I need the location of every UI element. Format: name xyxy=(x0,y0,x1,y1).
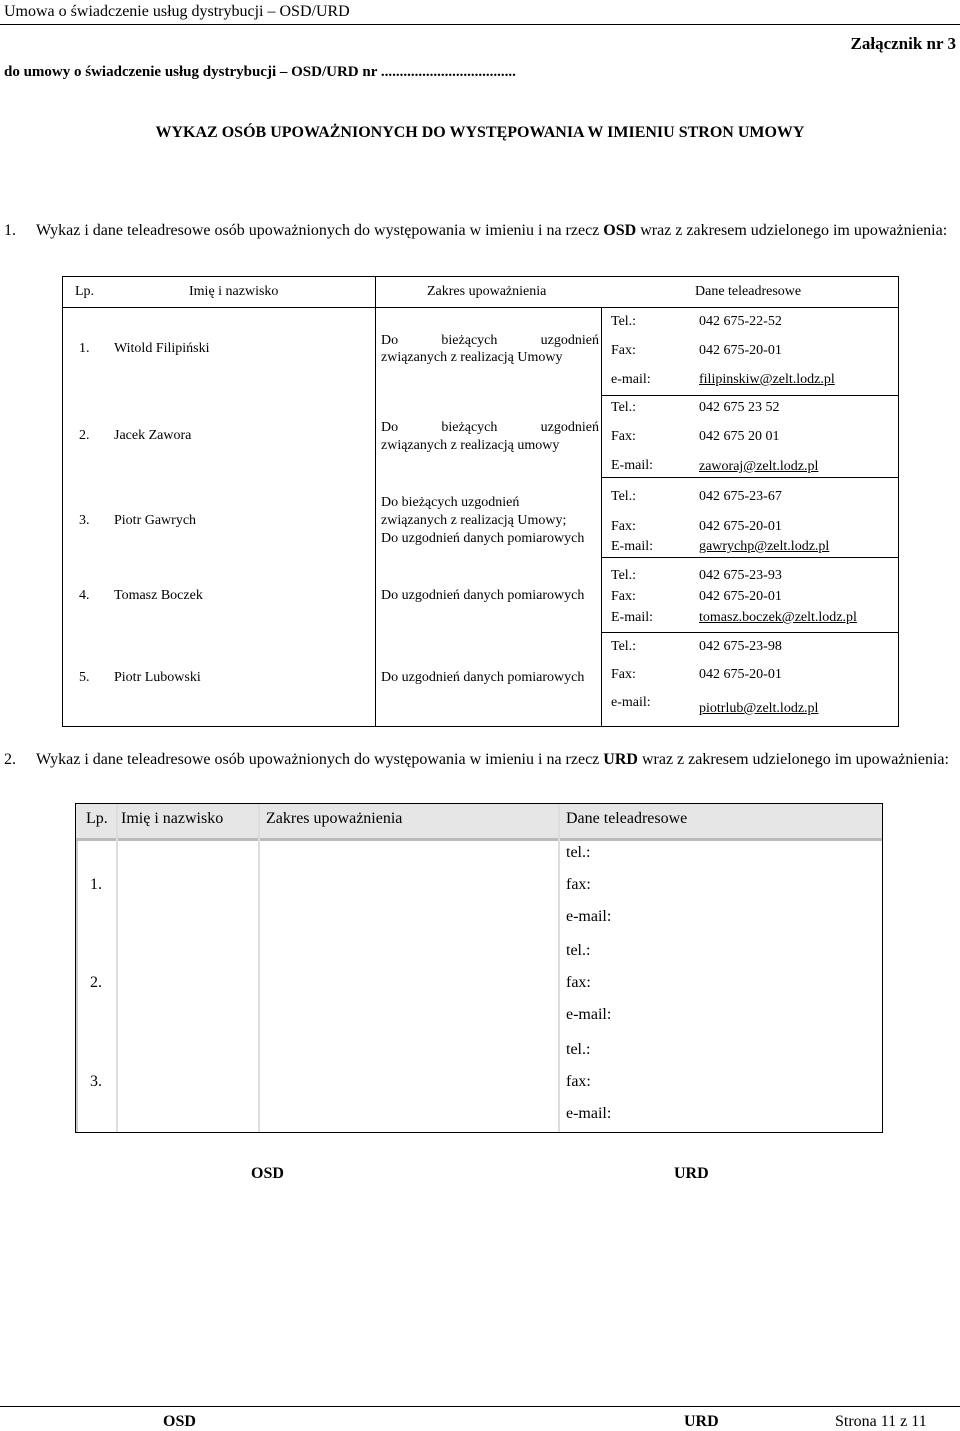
signature-osd: OSD xyxy=(251,1165,284,1182)
section1-paragraph xyxy=(4,218,956,244)
section1-text-before: Wykaz i dane teleadresowe osób upoważnionych do występowania w imieniu i na rzecz xyxy=(36,222,604,239)
table1-row5-lp: 5. xyxy=(79,670,90,685)
table1-row1-email[interactable]: filipinskiw@zelt.lodz.pl xyxy=(699,372,835,387)
table2-row2-fax-label: fax: xyxy=(566,974,591,991)
table2-col-contact: Dane teleadresowe xyxy=(566,810,688,827)
section2-text-before: Wykaz i dane teleadresowe osób upoważnionych do występowania w imieniu i na rzecz xyxy=(36,751,604,768)
table1-row3-scope-c: Do uzgodnień danych pomiarowych xyxy=(381,531,585,546)
footer-osd: OSD xyxy=(163,1413,196,1430)
table1-row1-tel: 042 675-22-52 xyxy=(699,314,782,329)
table1-row1-tel-label: Tel.: xyxy=(611,314,637,329)
table1-col-contact: Dane teleadresowe xyxy=(695,284,802,299)
page-number: Strona 11 z 11 xyxy=(835,1413,927,1430)
table1-col-scope: Zakres upoważnienia xyxy=(427,284,547,299)
table1-row5-tel-label: Tel.: xyxy=(611,639,637,654)
table1-row3-fax-label: Fax: xyxy=(611,519,636,534)
table2-col-lp: Lp. xyxy=(86,810,108,827)
table2-row1-lp: 1. xyxy=(90,876,102,893)
table1-row4-tel-label: Tel.: xyxy=(611,568,637,583)
table1-row5-name: Piotr Lubowski xyxy=(114,670,201,685)
osd-authorized-persons-table xyxy=(62,276,899,727)
table1-row4-fax: 042 675-20-01 xyxy=(699,589,782,604)
table1-row1-fax-label: Fax: xyxy=(611,343,636,358)
table2-row1-email-label: e-mail: xyxy=(566,908,612,925)
table1-divider-contact xyxy=(601,307,602,726)
table1-row5-fax: 042 675-20-01 xyxy=(699,667,782,682)
table2-header-row xyxy=(76,804,882,841)
table1-row5-scope-a: Do uzgodnień danych pomiarowych xyxy=(381,670,585,685)
table1-row1-lp: 1. xyxy=(79,341,90,356)
table1-row3-fax: 042 675-20-01 xyxy=(699,519,782,534)
document-header-title: Umowa o świadczenie usług dystrybucji – OSD/URD xyxy=(4,3,350,20)
annex-label: Załącznik nr 3 xyxy=(850,34,956,53)
table1-row1-name: Witold Filipiński xyxy=(114,341,210,356)
table1-row1-email-label: e-mail: xyxy=(611,372,651,387)
table2-col-name: Imię i nazwisko xyxy=(121,810,224,827)
table1-row3-scope-b: związanych z realizacją Umowy; xyxy=(381,513,567,528)
header-divider xyxy=(0,24,960,25)
table1-col-lp: Lp. xyxy=(75,284,95,299)
section2-text-after: wraz z zakresem udzielonego im upoważnienia: xyxy=(637,751,949,768)
table1-row1-scope-a: Do bieżących uzgodnień xyxy=(381,333,599,348)
section2-party: URD xyxy=(603,751,638,768)
table1-row5-email[interactable]: piotrlub@zelt.lodz.pl xyxy=(699,701,819,716)
table1-row3-tel-label: Tel.: xyxy=(611,489,637,504)
footer-divider xyxy=(0,1406,960,1407)
table1-row5-email-label: e-mail: xyxy=(611,695,651,710)
table2-divider-scope xyxy=(258,804,260,1132)
table1-col-name: Imię i nazwisko xyxy=(189,284,279,299)
table1-row4-email-label: E-mail: xyxy=(611,610,653,625)
table1-header-row xyxy=(63,277,898,308)
table1-row-separator xyxy=(601,477,898,478)
table1-row2-scope-b: związanych z realizacją umowy xyxy=(381,438,560,453)
table1-row4-lp: 4. xyxy=(79,588,90,603)
table1-row4-name: Tomasz Boczek xyxy=(114,588,203,603)
table1-row4-fax-label: Fax: xyxy=(611,589,636,604)
table2-row2-email-label: e-mail: xyxy=(566,1006,612,1023)
table2-col-scope: Zakres upoważnienia xyxy=(266,810,403,827)
table2-row1-tel-label: tel.: xyxy=(566,844,591,861)
table1-row4-tel: 042 675-23-93 xyxy=(699,568,782,583)
table2-row3-tel-label: tel.: xyxy=(566,1041,591,1058)
table1-row2-email-label: E-mail: xyxy=(611,458,653,473)
table1-divider-scope xyxy=(375,277,376,726)
table1-row4-scope-a: Do uzgodnień danych pomiarowych xyxy=(381,588,585,603)
section2-paragraph xyxy=(4,747,956,773)
table2-row3-fax-label: fax: xyxy=(566,1073,591,1090)
section1-text-after: wraz z zakresem udzielonego im upoważnienia: xyxy=(636,222,948,239)
table1-row3-tel: 042 675-23-67 xyxy=(699,489,782,504)
document-title: WYKAZ OSÓB UPOWAŻNIONYCH DO WYSTĘPOWANIA W IMIENIU STRON UMOWY xyxy=(155,124,805,141)
table2-row3-email-label: e-mail: xyxy=(566,1105,612,1122)
table1-row2-lp: 2. xyxy=(79,428,90,443)
table1-row2-tel-label: Tel.: xyxy=(611,400,637,415)
table1-row3-email[interactable]: gawrychp@zelt.lodz.pl xyxy=(699,539,830,554)
table2-row2-tel-label: tel.: xyxy=(566,942,591,959)
section1-number: 1. xyxy=(4,222,16,239)
table1-row3-scope-a: Do bieżących uzgodnień xyxy=(381,495,520,510)
table1-row2-scope-a: Do bieżących uzgodnień xyxy=(381,420,599,435)
table1-row2-fax-label: Fax: xyxy=(611,429,636,444)
urd-authorized-persons-table xyxy=(75,803,883,1133)
table1-row1-scope-b: związanych z realizacją Umowy xyxy=(381,350,563,365)
table1-row5-tel: 042 675-23-98 xyxy=(699,639,782,654)
table1-row2-name: Jacek Zawora xyxy=(114,428,192,443)
signature-urd: URD xyxy=(674,1165,709,1182)
table1-row2-email[interactable]: zaworaj@zelt.lodz.pl xyxy=(699,459,819,474)
table1-row5-fax-label: Fax: xyxy=(611,667,636,682)
table1-row-separator xyxy=(601,395,898,396)
table1-row3-email-label: E-mail: xyxy=(611,539,653,554)
table2-divider-contact xyxy=(558,804,560,1132)
table1-row-separator xyxy=(601,557,898,558)
table1-row-separator xyxy=(601,632,898,633)
table2-row2-lp: 2. xyxy=(90,974,102,991)
table2-divider-name xyxy=(116,804,118,1132)
section1-party: OSD xyxy=(603,222,637,239)
contract-reference: do umowy o świadczenie usług dystrybucji – OSD/URD nr .................................... xyxy=(4,64,516,80)
section2-number: 2. xyxy=(4,751,16,768)
table1-row1-fax: 042 675-20-01 xyxy=(699,343,782,358)
table1-row2-fax: 042 675 20 01 xyxy=(699,429,780,444)
table1-row4-email[interactable]: tomasz.boczek@zelt.lodz.pl xyxy=(699,610,857,625)
table2-row3-lp: 3. xyxy=(90,1073,102,1090)
table1-row3-lp: 3. xyxy=(79,513,90,528)
table1-row2-tel: 042 675 23 52 xyxy=(699,400,780,415)
table2-row1-fax-label: fax: xyxy=(566,876,591,893)
footer-urd: URD xyxy=(684,1413,719,1430)
table1-row3-name: Piotr Gawrych xyxy=(114,513,197,528)
